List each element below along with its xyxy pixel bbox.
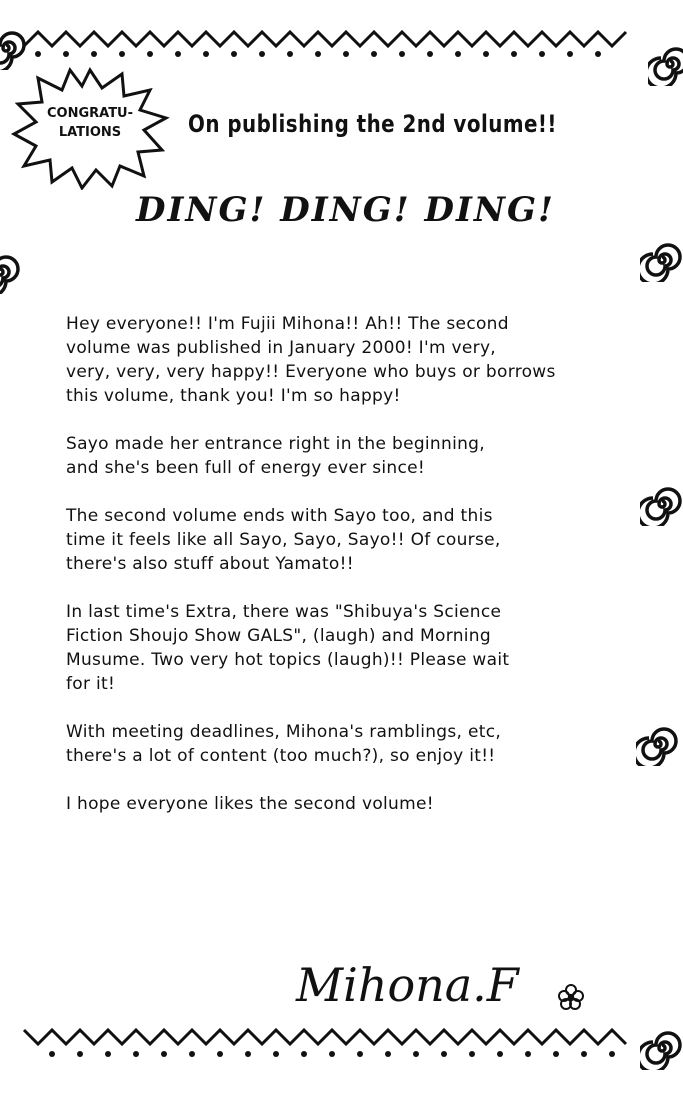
paragraph: In last time's Extra, there was "Shibuya's Science Fiction Shoujo Show GALS", (laugh) and Morning Musume. Two very hot topics (laugh)!! Please wait for it! <box>66 602 510 694</box>
spiral-icon <box>0 26 28 70</box>
signature: Mihona.F <box>296 958 519 1012</box>
badge-line-1: CONGRATU- <box>46 106 134 121</box>
paragraph: With meeting deadlines, Mihona's ramblings, etc, there's a lot of content (too much?), so enjoy it!! <box>66 722 502 766</box>
paragraph: The second volume ends with Sayo too, and this time it feels like all Sayo, Sayo, Sayo!! Of course, there's also stuff about Yamato!! <box>66 506 501 574</box>
paragraph: I hope everyone likes the second volume! <box>66 794 434 814</box>
spiral-icon <box>648 42 683 86</box>
congratulations-badge <box>10 104 170 142</box>
spiral-icon <box>0 250 22 294</box>
paragraph: Hey everyone!! I'm Fujii Mihona!! Ah!! The second volume was published in January 2000! I'm very, very, very, very happy!! Everyone who buys or borrows this volume, thank you! I'm so happy! <box>66 314 556 406</box>
spiral-icon <box>640 1026 683 1070</box>
paragraph: Sayo made her entrance right in the beginning, and she's been full of energy ever since! <box>66 434 485 478</box>
flower-icon <box>556 982 586 1012</box>
badge-line-2: LATIONS <box>58 125 122 140</box>
spiral-icon <box>640 482 683 526</box>
top-zigzag-border <box>14 24 634 68</box>
spiral-icon <box>640 238 683 282</box>
letter-body <box>66 312 626 840</box>
spiral-icon <box>636 722 680 766</box>
headline: On publishing the 2nd volume!! <box>188 110 557 138</box>
ding-title: DING! DING! DING! <box>136 190 555 230</box>
